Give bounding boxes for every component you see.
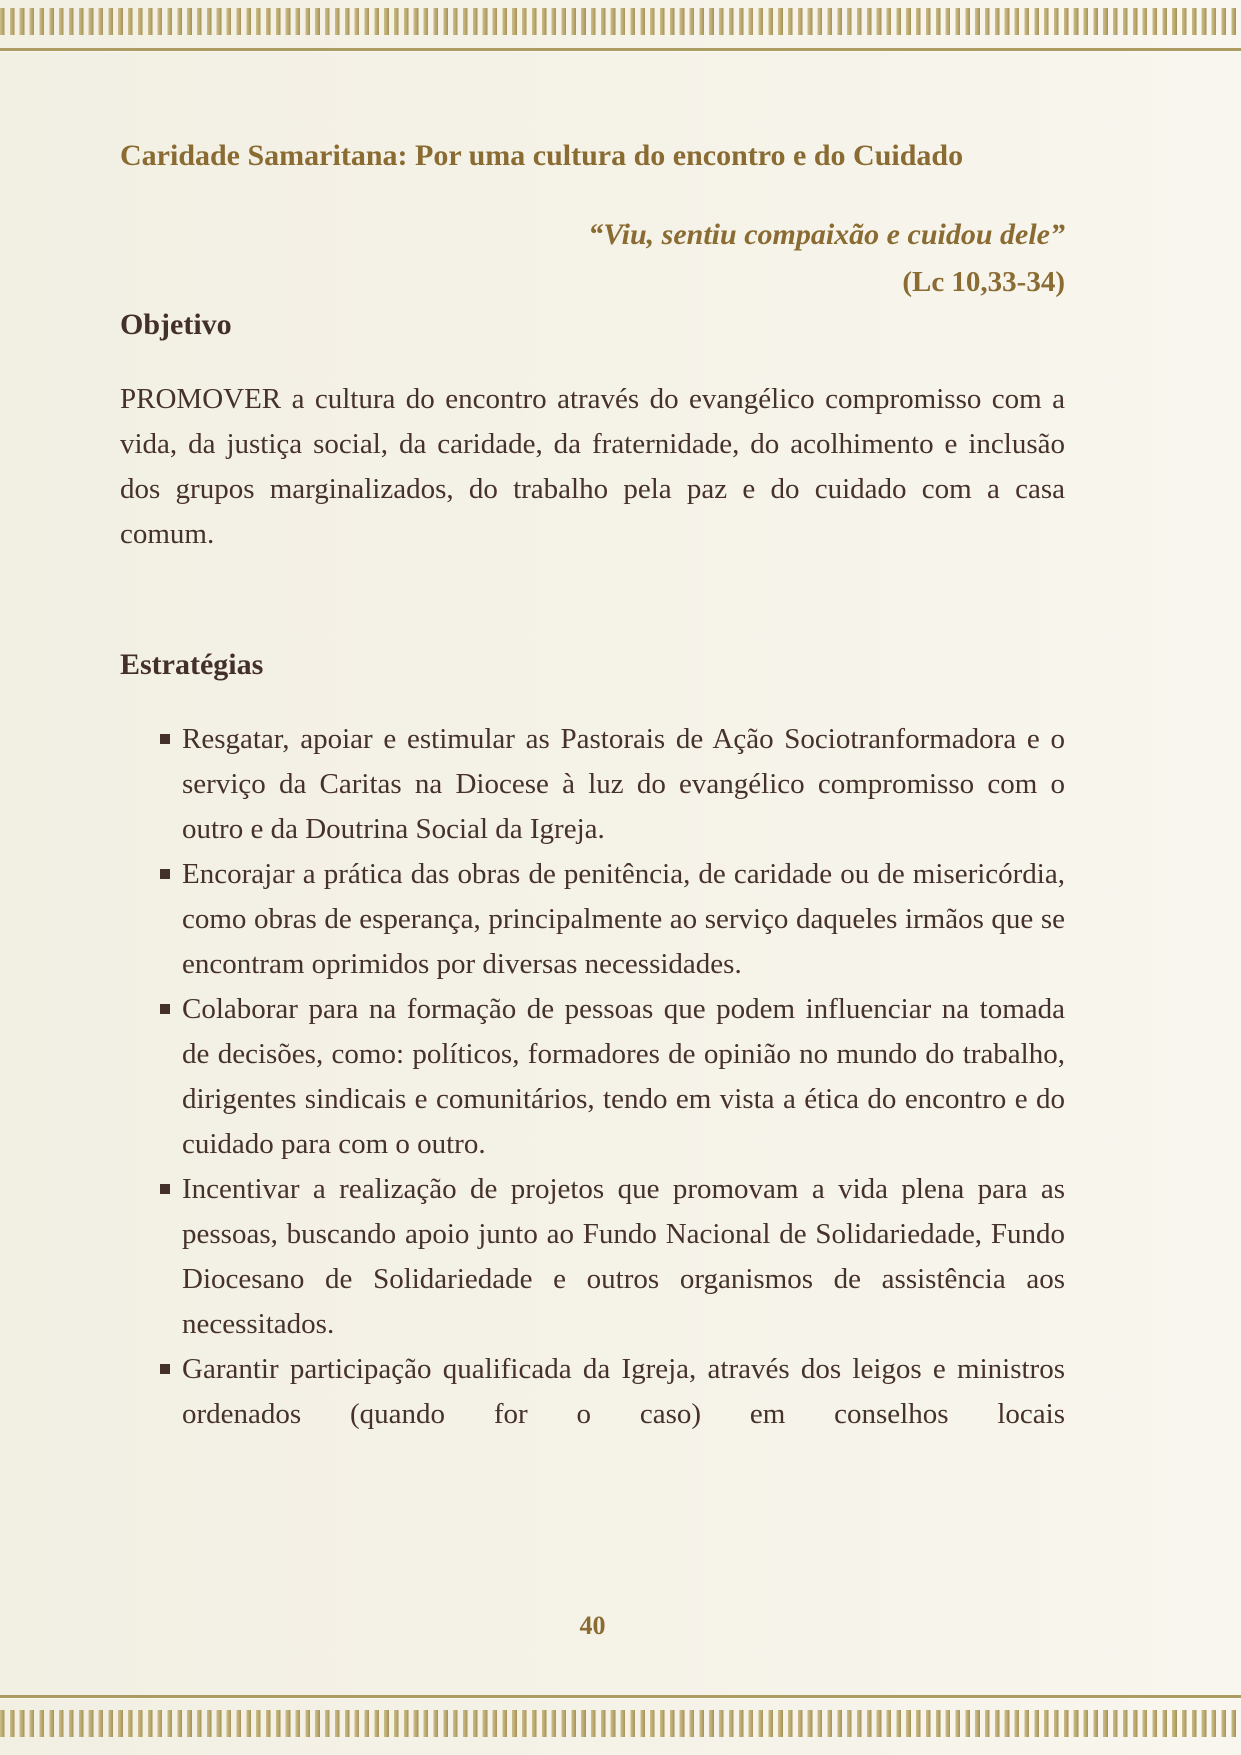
section-heading-objetivo: Objetivo xyxy=(120,308,232,341)
page-number: 40 xyxy=(579,1611,606,1640)
square-bullet-icon xyxy=(160,734,170,744)
objetivo-paragraph: PROMOVER a cultura do encontro através do evangélico compromisso com a vida, da justiça social, da caridade, da fraternidade, do acolhimento e inclusão dos grupos marginalizados, do trabalho pela paz e do cuidado com a casa comum. xyxy=(120,383,1065,550)
bottom-horizontal-rule xyxy=(0,1695,1241,1698)
list-item-text: Incentivar a realização de projetos que promovam a vida plena para as pessoas, buscando apoio junto ao Fundo Nacional de Solidariedade, Fundo Diocesano de Solidariedade e outros organismos de assistência aos necessitados. xyxy=(182,1173,1065,1340)
list-item-text: Garantir participação qualificada da Igreja, através dos leigos e ministros ordenados (quando for o caso) em conselhos locais xyxy=(182,1353,1065,1430)
square-bullet-icon xyxy=(160,1184,170,1194)
bottom-border-bars-ornament xyxy=(0,1710,1241,1737)
list-item xyxy=(120,852,1065,987)
page-title: Caridade Samaritana: Por uma cultura do encontro e do Cuidado xyxy=(120,139,964,172)
list-item-text: Encorajar a prática das obras de penitência, de caridade ou de misericórdia, como obras de esperança, principalmente ao serviço daqueles irmãos que se encontram oprimidos por diversas necessidades. xyxy=(182,858,1065,980)
list-item xyxy=(120,987,1065,1167)
section-heading-estrategias: Estratégias xyxy=(120,648,264,681)
estrategias-bullet-list xyxy=(120,717,1065,1437)
list-item-text: Colaborar para na formação de pessoas que podem influenciar na tomada de decisões, como: políticos, formadores de opinião no mundo do trabalho, dirigentes sindicais e comunitários, tendo em vista a ética do encontro e do cuidado para com o outro. xyxy=(182,993,1065,1160)
page-content xyxy=(120,0,1065,1437)
square-bullet-icon xyxy=(160,869,170,879)
list-item-text: Resgatar, apoiar e estimular as Pastorais de Ação Sociotranformadora e o serviço da Caritas na Diocese à luz do evangélico compromisso com o outro e da Doutrina Social da Igreja. xyxy=(182,723,1065,845)
square-bullet-icon xyxy=(160,1004,170,1014)
list-item xyxy=(120,1167,1065,1347)
list-item xyxy=(120,717,1065,852)
epigraph-bible-reference: (Lc 10,33-34) xyxy=(902,266,1065,298)
square-bullet-icon xyxy=(160,1364,170,1374)
epigraph-quote: “Viu, sentiu compaixão e cuidou dele” xyxy=(588,218,1065,251)
list-item xyxy=(120,1347,1065,1437)
